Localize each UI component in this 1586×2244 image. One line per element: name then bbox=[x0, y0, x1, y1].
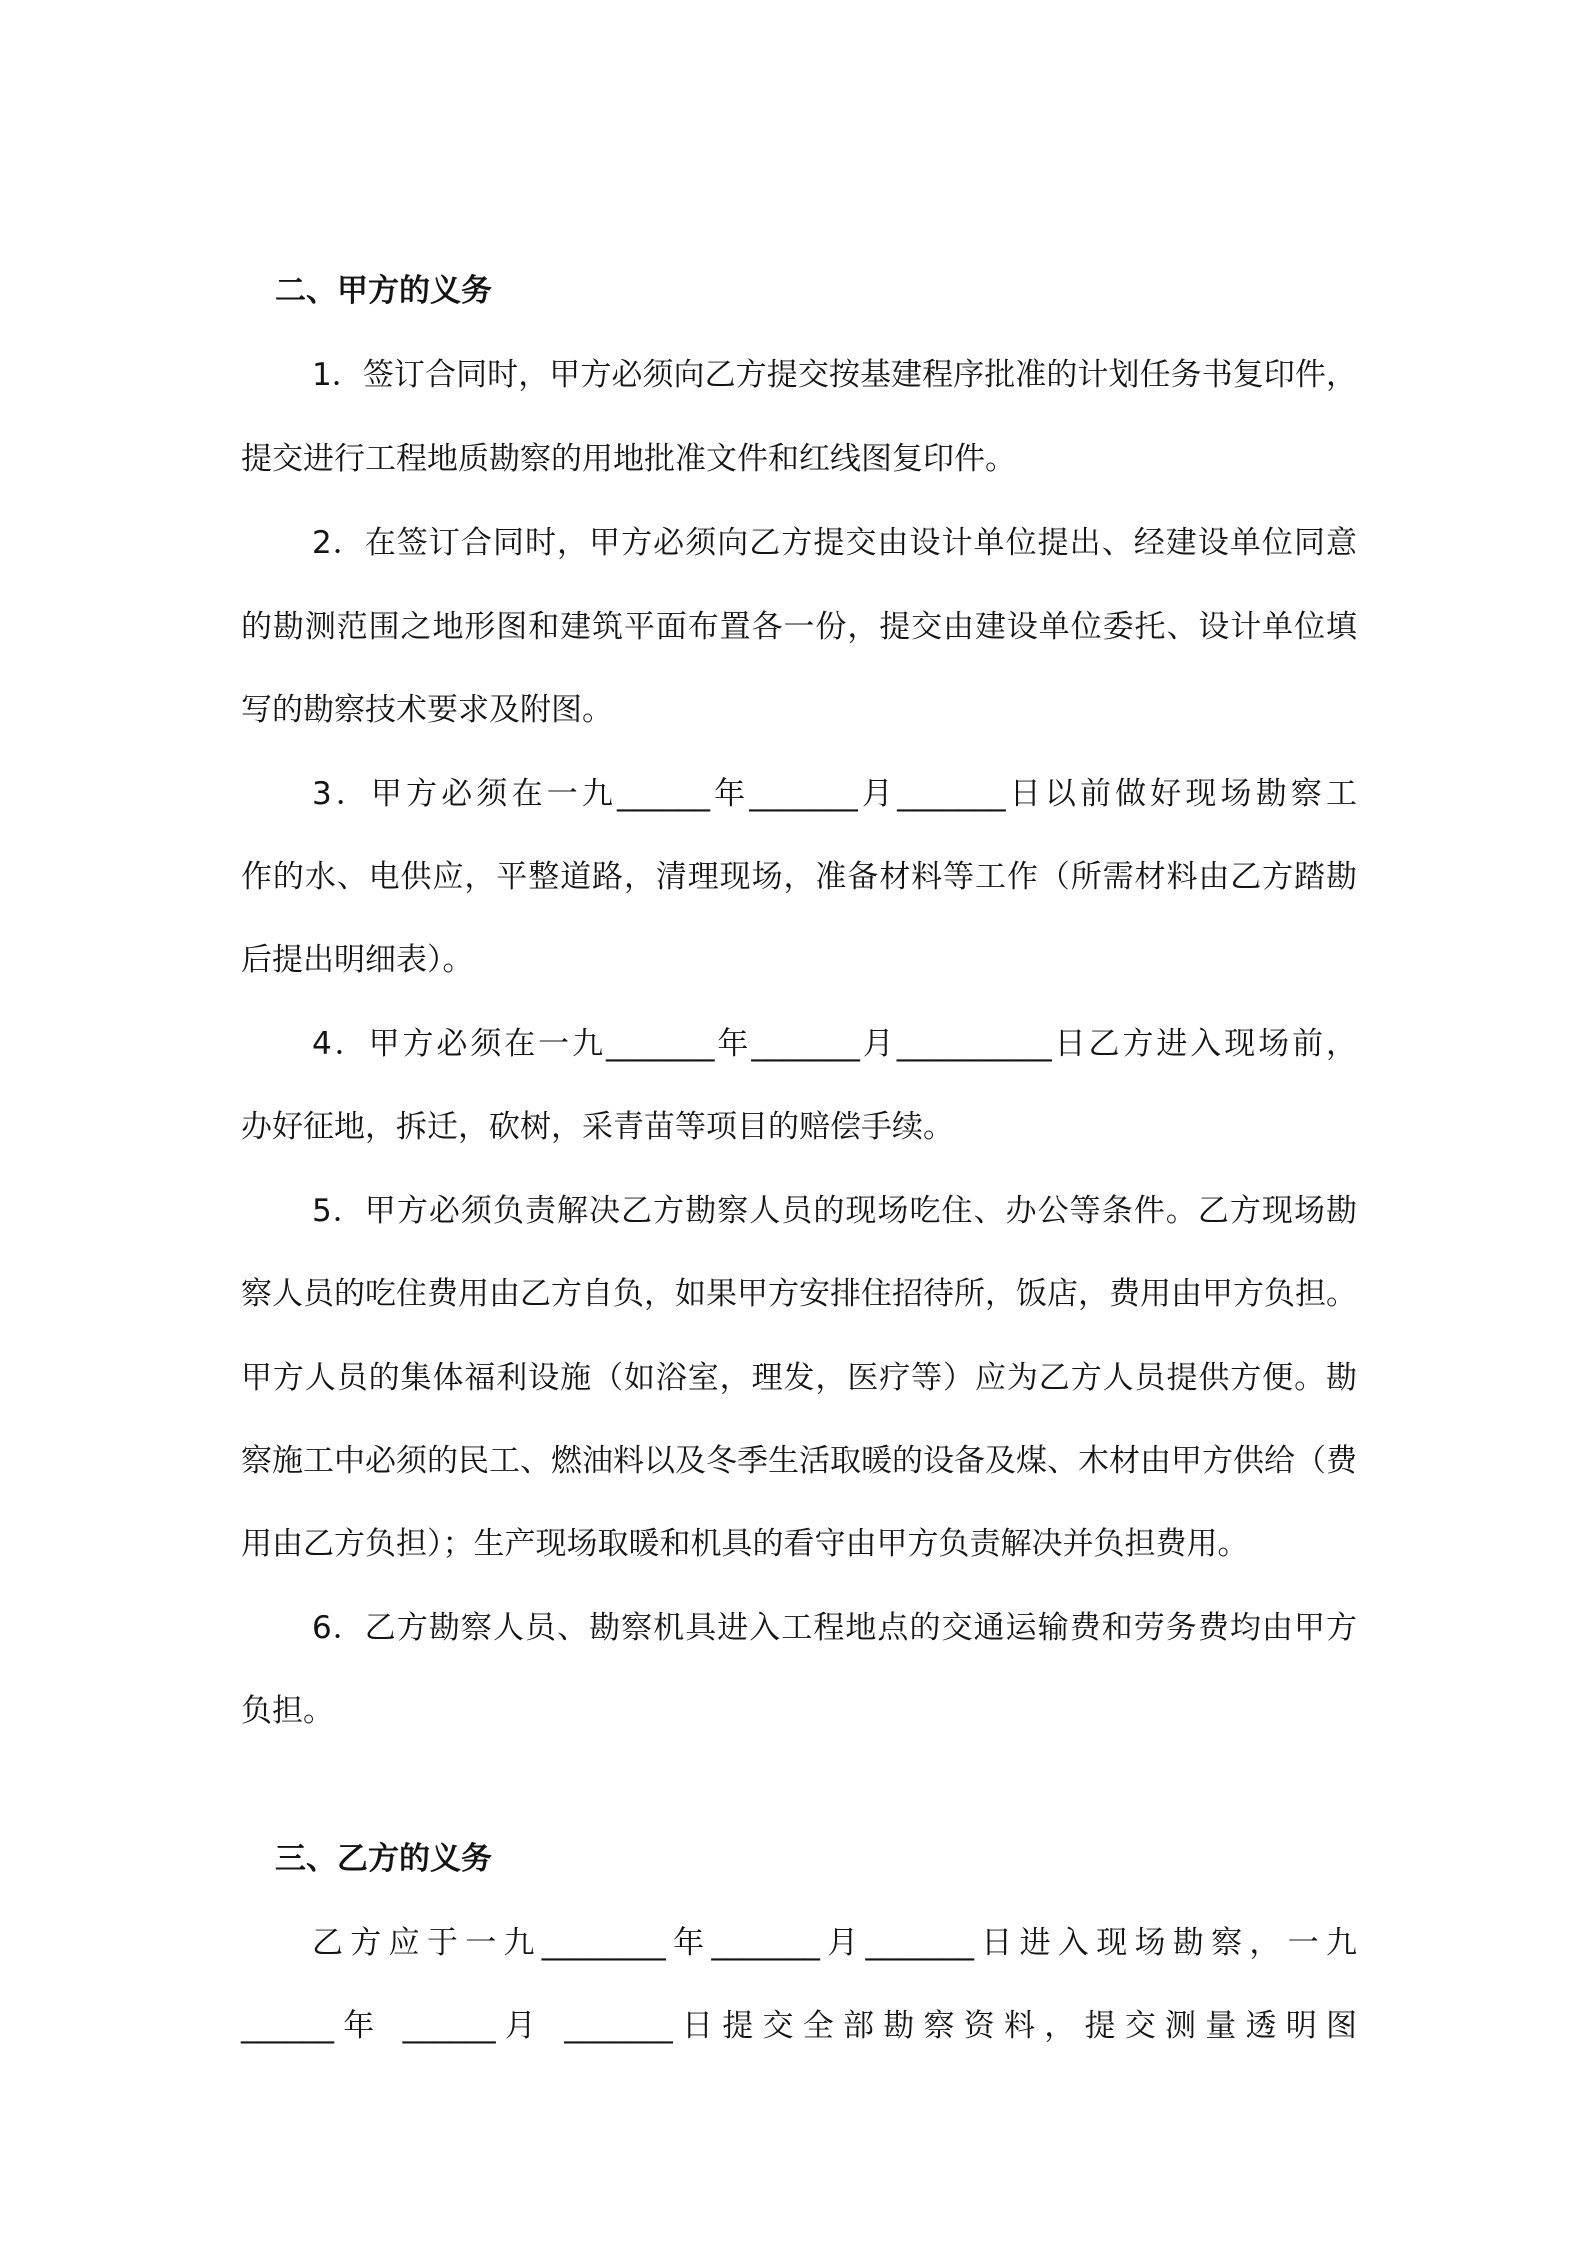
obligation-5-line-4: 察施工中必须的民工、燃油料以及冬季生活取暖的设备及煤、木材由甲方供给（费 bbox=[241, 1443, 1357, 1479]
obligation-1-line-2: 提交进行工程地质勘察的用地批准文件和红线图复印件。 bbox=[241, 441, 1016, 477]
obligation-2-line-2: 的勘测范围之地形图和建筑平面布置各一份，提交由建设单位委托、设计单位填 bbox=[241, 609, 1357, 645]
obligation-6-line-1: 6．乙方勘察人员、勘察机具进入工程地点的交通运输费和劳务费均由甲方 bbox=[312, 1610, 1357, 1646]
obligation-3-line-2: 作的水、电供应，平整道路，清理现场，准备材料等工作（所需材料由乙方踏勘 bbox=[241, 859, 1357, 895]
obligation-2-line-3: 写的勘察技术要求及附图。 bbox=[241, 692, 613, 728]
obligation-5-line-5: 用由乙方负担）；生产现场取暖和机具的看守由甲方负责解决并负担费用。 bbox=[241, 1526, 1249, 1562]
obligation-4-line-2: 办好征地，拆迁，砍树，采青苗等项目的赔偿手续。 bbox=[241, 1109, 954, 1145]
obligation-4-line-1: 4．甲方必须在一九_______年_______月__________日乙方进入现场前， bbox=[312, 1026, 1357, 1062]
obligation-1-line-1: 1．签订合同时，甲方必须向乙方提交按基建程序批准的计划任务书复印件， bbox=[312, 357, 1357, 393]
party-b-line-1: 乙方应于一九________年_______月_______日进入现场勘察，一九 bbox=[312, 1925, 1357, 1961]
obligation-3-line-3: 后提出明细表）。 bbox=[241, 942, 474, 978]
section-3-heading: 三、乙方的义务 bbox=[275, 1841, 492, 1877]
obligation-2-line-1: 2．在签订合同时，甲方必须向乙方提交由设计单位提出、经建设单位同意 bbox=[312, 525, 1357, 561]
obligation-3-line-1: 3．甲方必须在一九______年_______月_______日以前做好现场勘察工 bbox=[312, 776, 1357, 812]
party-b-line-2: ______年 ______月 _______日提交全部勘察资料，提交测量透明图 bbox=[241, 2008, 1357, 2044]
obligation-5-line-1: 5．甲方必须负责解决乙方勘察人员的现场吃住、办公等条件。乙方现场勘 bbox=[312, 1193, 1357, 1229]
section-2-heading: 二、甲方的义务 bbox=[275, 273, 492, 309]
obligation-5-line-2: 察人员的吃住费用由乙方自负，如果甲方安排住招待所，饭店，费用由甲方负担。 bbox=[241, 1276, 1357, 1312]
obligation-5-line-3: 甲方人员的集体福利设施（如浴室，理发，医疗等）应为乙方人员提供方便。勘 bbox=[241, 1360, 1357, 1396]
obligation-6-line-2: 负担。 bbox=[241, 1693, 334, 1729]
